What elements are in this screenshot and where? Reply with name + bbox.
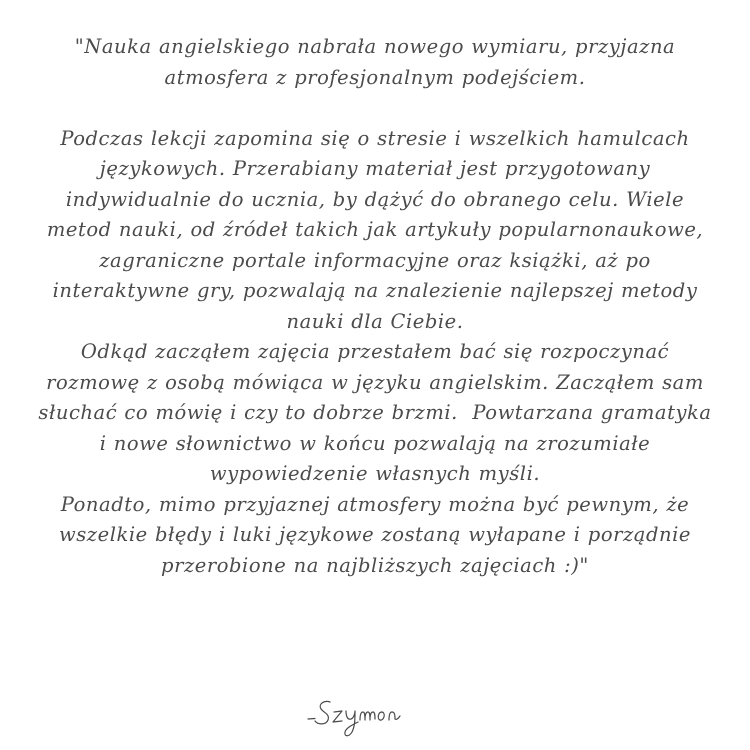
handwritten-signature [300, 692, 450, 742]
quote-line: słuchać co mówię i czy to dobrze brzmi. Powtarzana gramatyka [38, 401, 712, 424]
quote-line: nauki dla Ciebie. [286, 309, 464, 333]
quote-line: Podczas lekcji zapomina się o stresie i wszelkich hamulcach [60, 126, 690, 150]
quote-line: indywidualnie do ucznia, by dążyć do obranego celu. Wiele [65, 187, 685, 211]
quote-line: przerobione na najbliższych zajęciach :)" [161, 553, 589, 577]
testimonial-quote [10, 32, 740, 581]
paragraph-gap [10, 93, 740, 124]
quote-line: "Nauka angielskiego nabrała nowego wymiaru, przyjazna [74, 35, 676, 58]
quote-line: Ponadto, mimo przyjaznej atmosfery można być pewnym, że [60, 492, 690, 516]
quote-line: interaktywne gry, pozwalają na znalezienie najlepszej metody [52, 279, 698, 302]
quote-line: atmosfera z profesjonalnym podejściem. [164, 65, 586, 89]
quote-line: i nowe słownictwo w końcu pozwalają na zrozumiałe [99, 431, 651, 455]
quote-line: wypowiedzenie własnych myśli. [209, 462, 541, 485]
quote-line: Odkąd zacząłem zajęcia przestałem bać się rozpoczynać [80, 340, 670, 363]
quote-line: metod nauki, od źródeł takich jak artykuły popularnonaukowe, [46, 218, 704, 241]
quote-line: językowych. Przerabiany materiał jest przygotowany [99, 157, 651, 180]
quote-line: rozmowę z osobą mówiąca w języku angielskim. Zacząłem sam [46, 370, 704, 394]
quote-line: wszelkie błędy i luki językowe zostaną wyłapane i porządnie [59, 523, 691, 546]
quote-line: zagraniczne portale informacyjne oraz książki, aż po [99, 248, 651, 272]
